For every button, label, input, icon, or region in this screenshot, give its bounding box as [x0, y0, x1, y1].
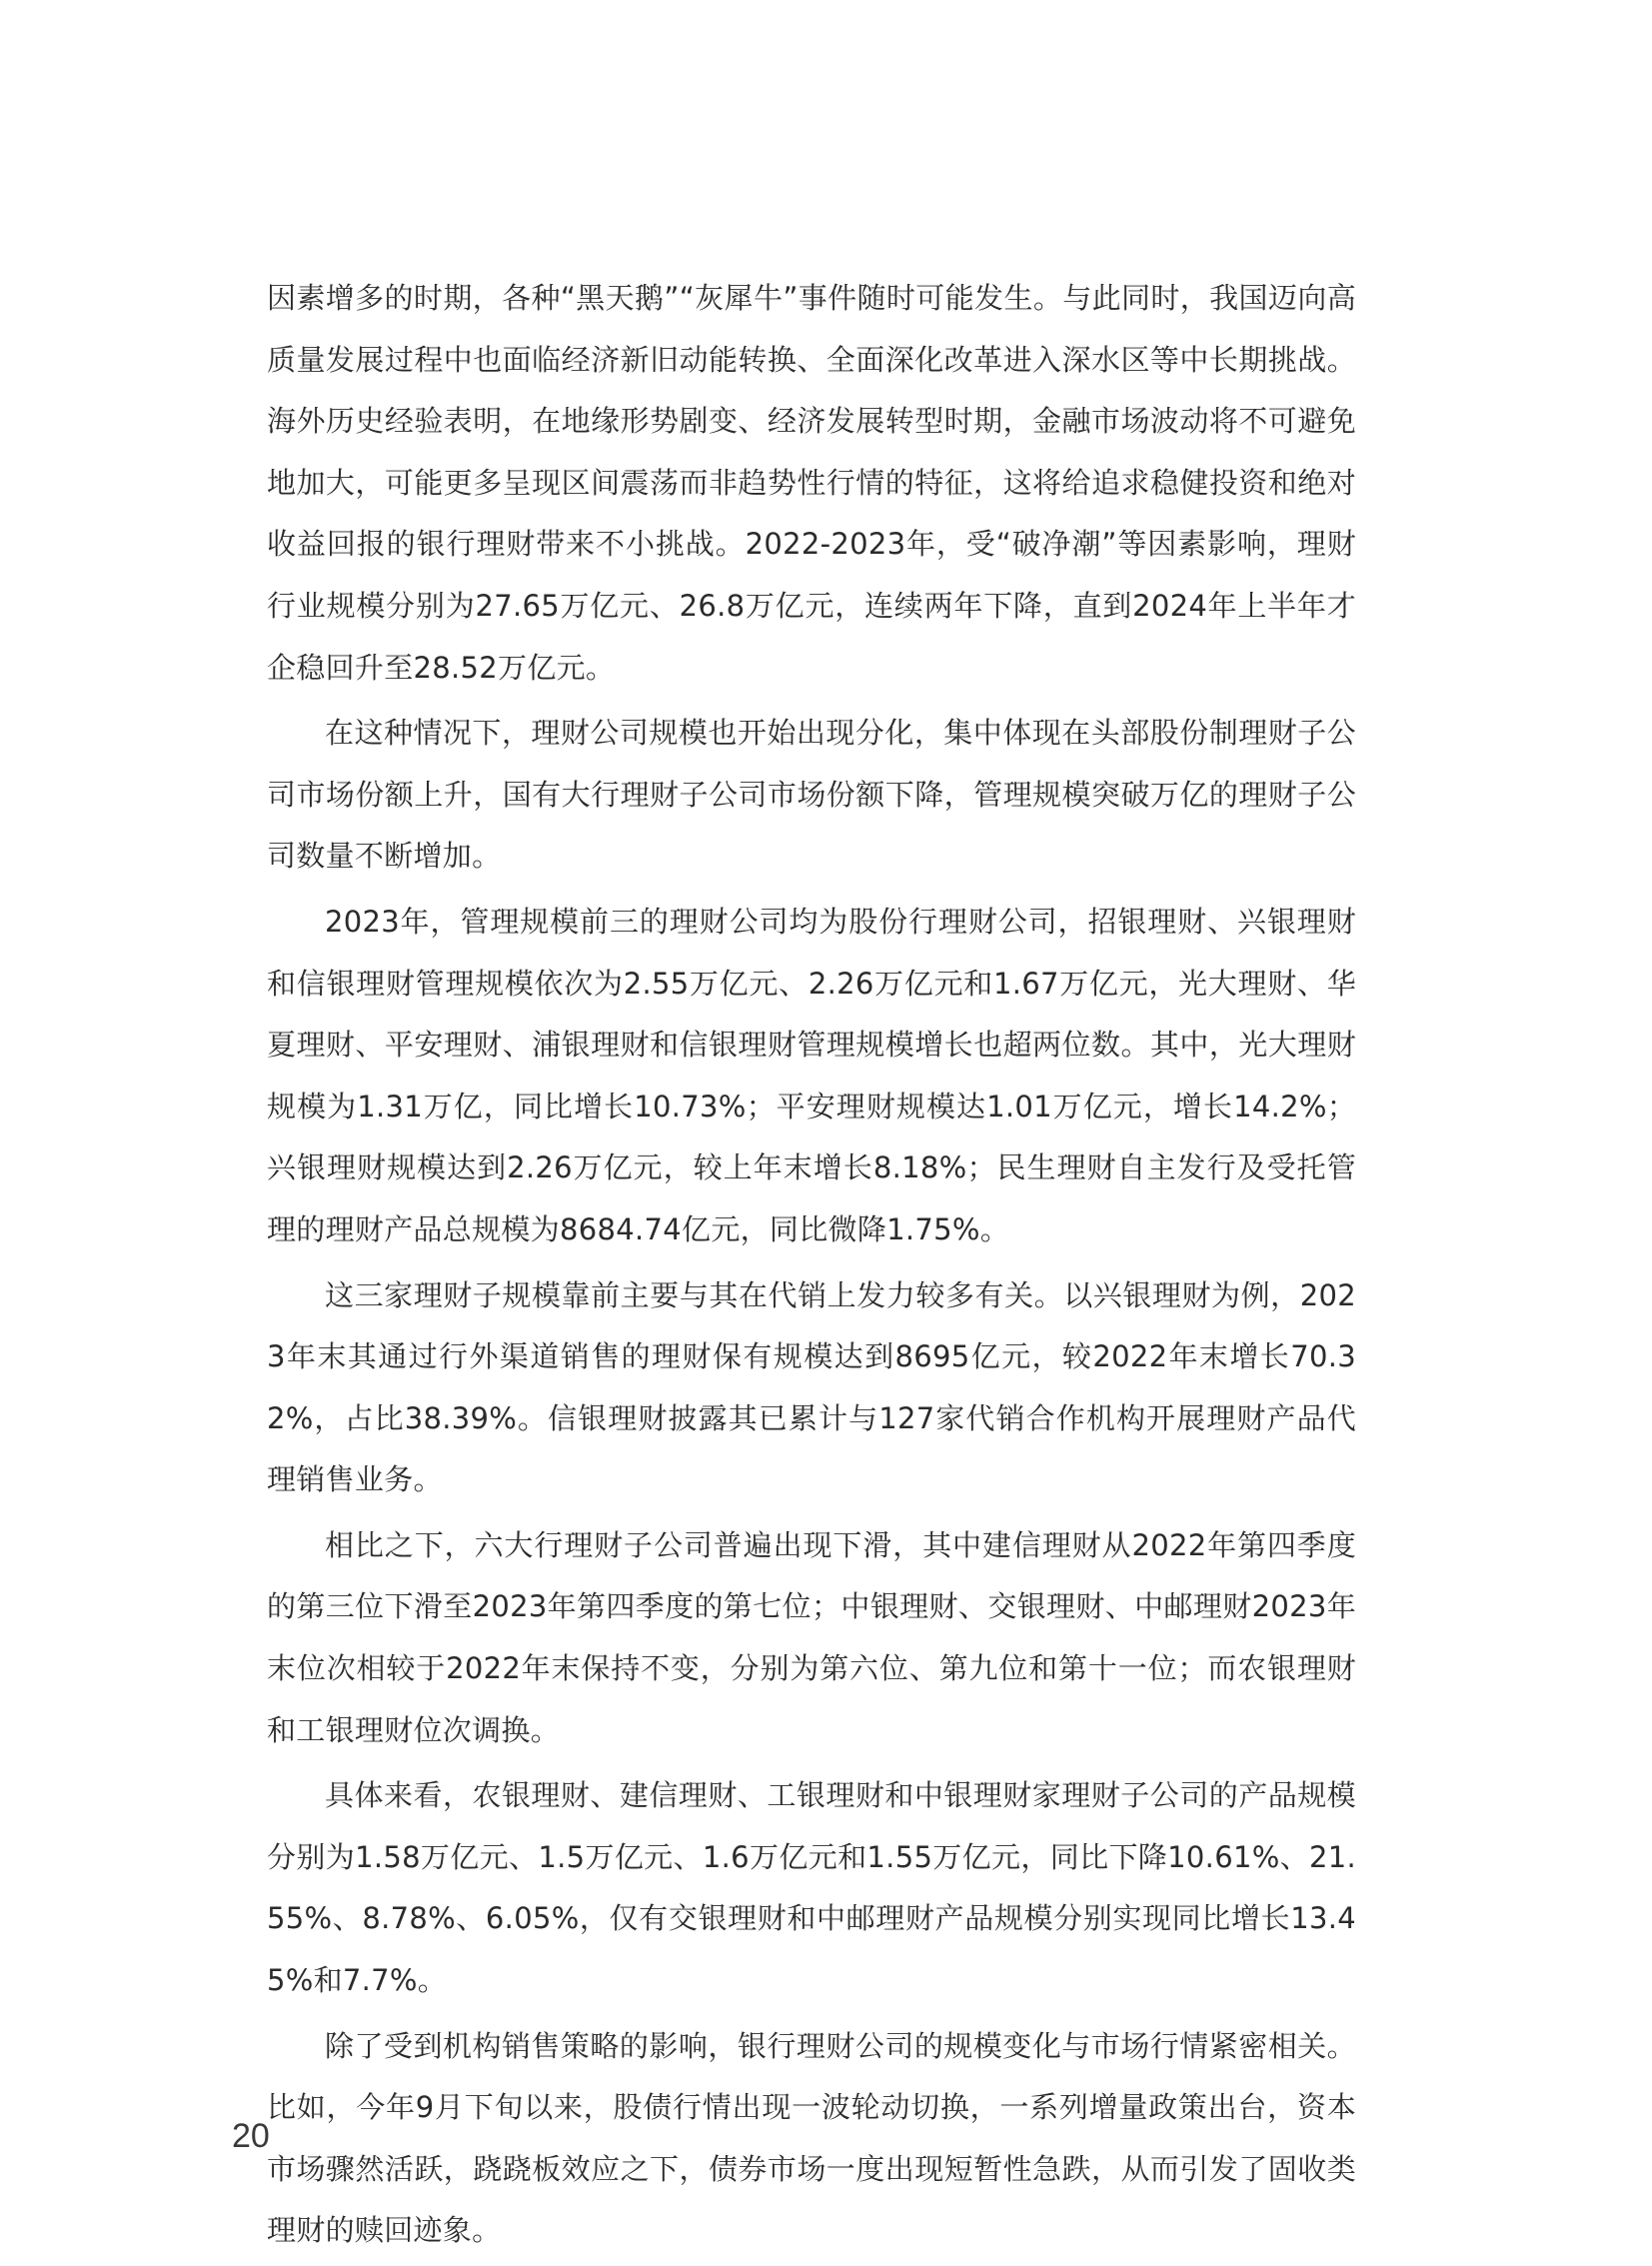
page-number: 20 [232, 2117, 270, 2155]
paragraph-3: 2023年，管理规模前三的理财公司均为股份行理财公司，招银理财、兴银理财和信银理财管理规模依次为2.55万亿元、2.26万亿元和1.67万亿元，光大理财、华夏理财、平安理财、浦银理财和信银理财管理规模增长也超两位数。其中，光大理财规模为1.31万亿，同比增长10.73%；平安理财规模达1.01万亿元，增长14.2%；兴银理财规模达到2.26万亿元，较上年末增长8.18%；民生理财自主发行及受托管理的理财产品总规模为8684.74亿元，同比微降1.75%。 [267, 904, 1356, 1246]
paragraph-2: 在这种情况下，理财公司规模也开始出现分化，集中体现在头部股份制理财子公司市场份额上升，国有大行理财子公司市场份额下降，管理规模突破万亿的理财子公司数量不断增加。 [267, 716, 1356, 874]
paragraph-1: 因素增多的时期，各种“黑天鹅”“灰犀牛”事件随时可能发生。与此同时，我国迈向高质量发展过程中也面临经济新旧动能转换、全面深化改革进入深水区等中长期挑战。海外历史经验表明，在地缘形势剧变、经济发展转型时期，金融市场波动将不可避免地加大，可能更多呈现区间震荡而非趋势性行情的特征，这将给追求稳健投资和绝对收益回报的银行理财带来不小挑战。2022-2023年，受“破净潮”等因素影响，理财行业规模分别为27.65万亿元、26.8万亿元，连续两年下降，直到2024年上半年才企稳回升至28.52万亿元。 [267, 281, 1356, 685]
body-text [267, 268, 1356, 2266]
paragraph-4: 这三家理财子规模靠前主要与其在代销上发力较多有关。以兴银理财为例，2023年末其通过行外渠道销售的理财保有规模达到8695亿元，较2022年末增长70.32%，占比38.39%。信银理财披露其已累计与127家代销合作机构开展理财产品代理销售业务。 [267, 1277, 1356, 1497]
paragraph-7: 除了受到机构销售策略的影响，银行理财公司的规模变化与市场行情紧密相关。比如，今年9月下旬以来，股债行情出现一波轮动切换，一系列增量政策出台，资本市场骤然活跃，跷跷板效应之下，债券市场一度出现短暂性急跌，从而引发了固收类理财的赎回迹象。 [267, 2028, 1356, 2248]
paragraph-5: 相比之下，六大行理财子公司普遍出现下滑，其中建信理财从2022年第四季度的第三位下滑至2023年第四季度的第七位；中银理财、交银理财、中邮理财2023年末位次相较于2022年末保持不变，分别为第六位、第九位和第十一位；而农银理财和工银理财位次调换。 [267, 1527, 1356, 1747]
paragraph-6: 具体来看，农银理财、建信理财、工银理财和中银理财家理财子公司的产品规模分别为1.58万亿元、1.5万亿元、1.6万亿元和1.55万亿元，同比下降10.61%、21.55%、8.78%、6.05%，仅有交银理财和中邮理财产品规模分别实现同比增长13.45%和7.7%。 [267, 1778, 1356, 1998]
